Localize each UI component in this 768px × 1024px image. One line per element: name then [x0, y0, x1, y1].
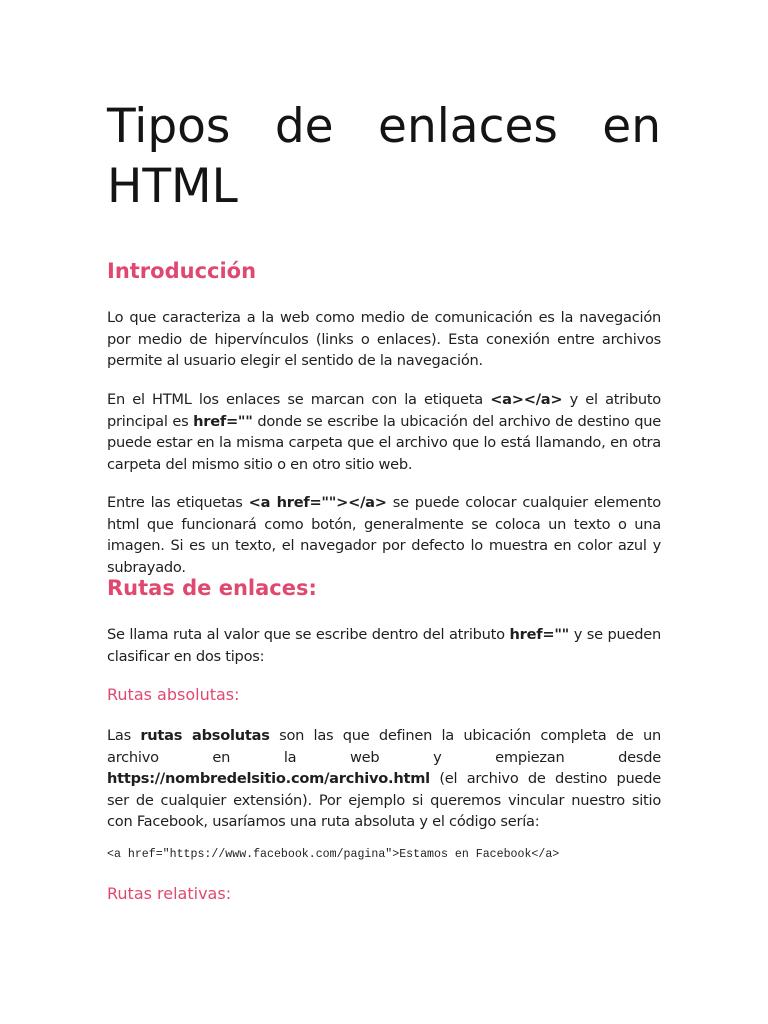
subsection-heading-rutas-absolutas: Rutas absolutas:: [107, 685, 240, 704]
inline-code-bold: <a></a>: [490, 391, 563, 408]
intro-paragraph-3: [107, 492, 661, 578]
text-run: donde se escribe la ubicación del archivo de destino que puede estar en la misma carpeta que el archivo que lo está llamando, en otra carpeta del mismo sitio o en otro sitio web.: [107, 412, 661, 473]
bold-url: https://nombredelsitio.com/archivo.html: [107, 770, 430, 787]
text-run: En el HTML los enlaces se marcan con la etiqueta: [107, 391, 491, 408]
text-run: (el archivo de destino puede ser de cualquier extensión). Por ejemplo si queremos vincular nuestro sitio con Facebook, usaríamos una ruta absoluta y el código sería:: [107, 770, 661, 830]
inline-code-bold: href="": [509, 626, 570, 643]
text-run: Se llama ruta al valor que se escribe dentro del atributo: [107, 626, 510, 643]
intro-paragraph-2: [107, 389, 661, 475]
text-run: y se pueden clasificar en dos tipos:: [107, 626, 662, 665]
document-title-line-2: HTML: [107, 159, 238, 214]
code-example: <a href="https://www.facebook.com/pagina">Estamos en Facebook</a>: [107, 848, 560, 861]
text-run: se puede colocar cualquier elemento html que funcionará como botón, generalmente se coloca un texto o una imagen. Si es un texto, el navegador por defecto lo muestra en color azul y subrayado.: [107, 494, 661, 576]
intro-paragraph-1: Lo que caracteriza a la web como medio de comunicación es la navegación por medio de hipervínculos (links o enlaces). Esta conexión entre archivos permite al usuario elegir el sentido de la navegación.: [107, 309, 661, 369]
text-run: Entre las etiquetas: [107, 494, 249, 511]
document-title: [107, 97, 661, 217]
text-run: Las: [107, 727, 141, 744]
text-run: son las que definen la ubicación completa de un archivo en la web y empiezan desde: [107, 727, 661, 766]
rutas-absolutas-paragraph: [107, 725, 661, 833]
section-heading-rutas-de-enlaces: Rutas de enlaces:: [107, 576, 317, 600]
rutas-paragraph-1: [107, 624, 661, 667]
document-title-line-1: Tipos de enlaces en: [107, 99, 661, 154]
subsection-heading-rutas-relativas: Rutas relativas:: [107, 884, 232, 903]
section-heading-introduccion: Introducción: [107, 259, 257, 283]
text-run: y el atributo principal es: [107, 391, 661, 430]
bold-term: rutas absolutas: [140, 727, 270, 744]
inline-code-bold: href="": [193, 412, 253, 430]
inline-code-bold: <a href=""></a>: [248, 494, 387, 511]
